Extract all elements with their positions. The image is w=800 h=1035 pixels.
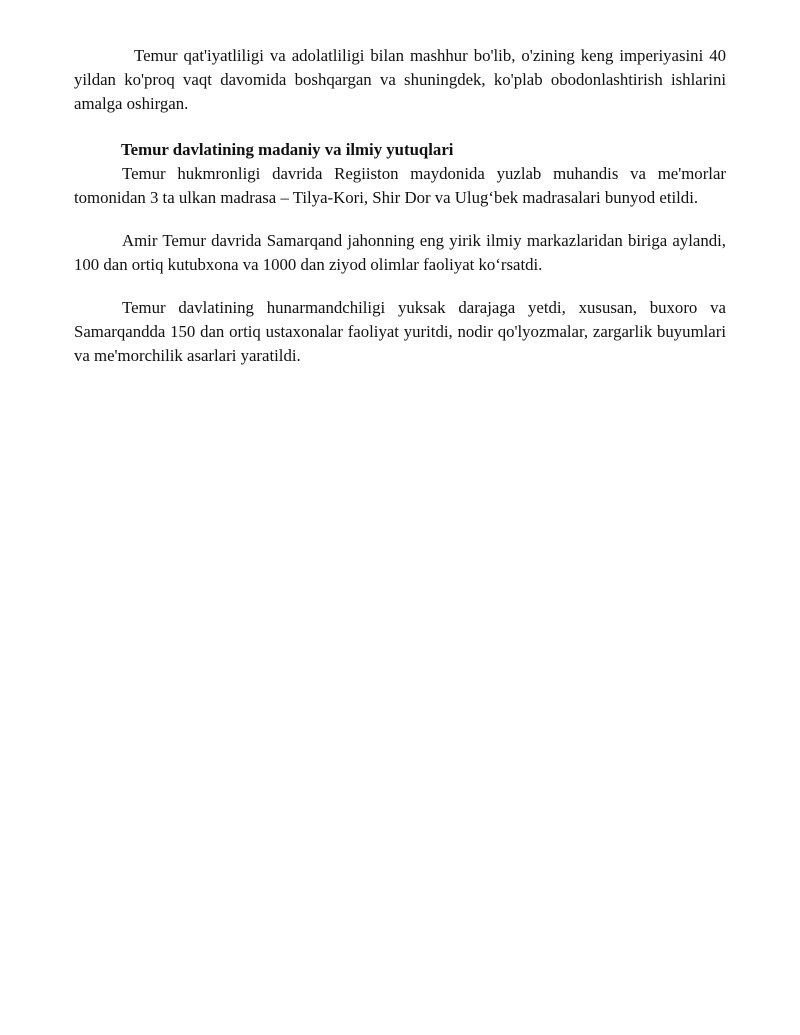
document-body [74,44,726,368]
crafts-paragraph: Temur davlatining hunarmandchiligi yuksak darajaga yetdi, xususan, buxoro va Samarqandda 150 dan ortiq ustaxonalar faoliyat yuritdi, nodir qo'lyozmalar, zargarlik buyumlari va me'morchilik asarlari yaratildi. [74,298,726,365]
section-heading: Temur davlatining madaniy va ilmiy yutuqlari [121,140,454,159]
intro-paragraph: Temur qat'iyatliligi va adolatliligi bilan mashhur bo'lib, o'zining keng imperiyasini 40 yildan ko'proq vaqt davomida boshqargan va shuningdek, ko'plab obodonlashtirish ishlarini amalga oshirgan. [74,46,726,113]
science-paragraph: Amir Temur davrida Samarqand jahonning eng yirik ilmiy markazlaridan biriga aylandi, 100 dan ortiq kutubxona va 1000 dan ziyod olimlar faoliyat ko‘rsatdi. [74,231,726,274]
madrasa-paragraph: Temur hukmronligi davrida Regiiston maydonida yuzlab muhandis va me'morlar tomonidan 3 ta ulkan madrasa – Tilya-Kori, Shir Dor va Ulug‘bek madrasalari bunyod etildi. [74,164,726,207]
